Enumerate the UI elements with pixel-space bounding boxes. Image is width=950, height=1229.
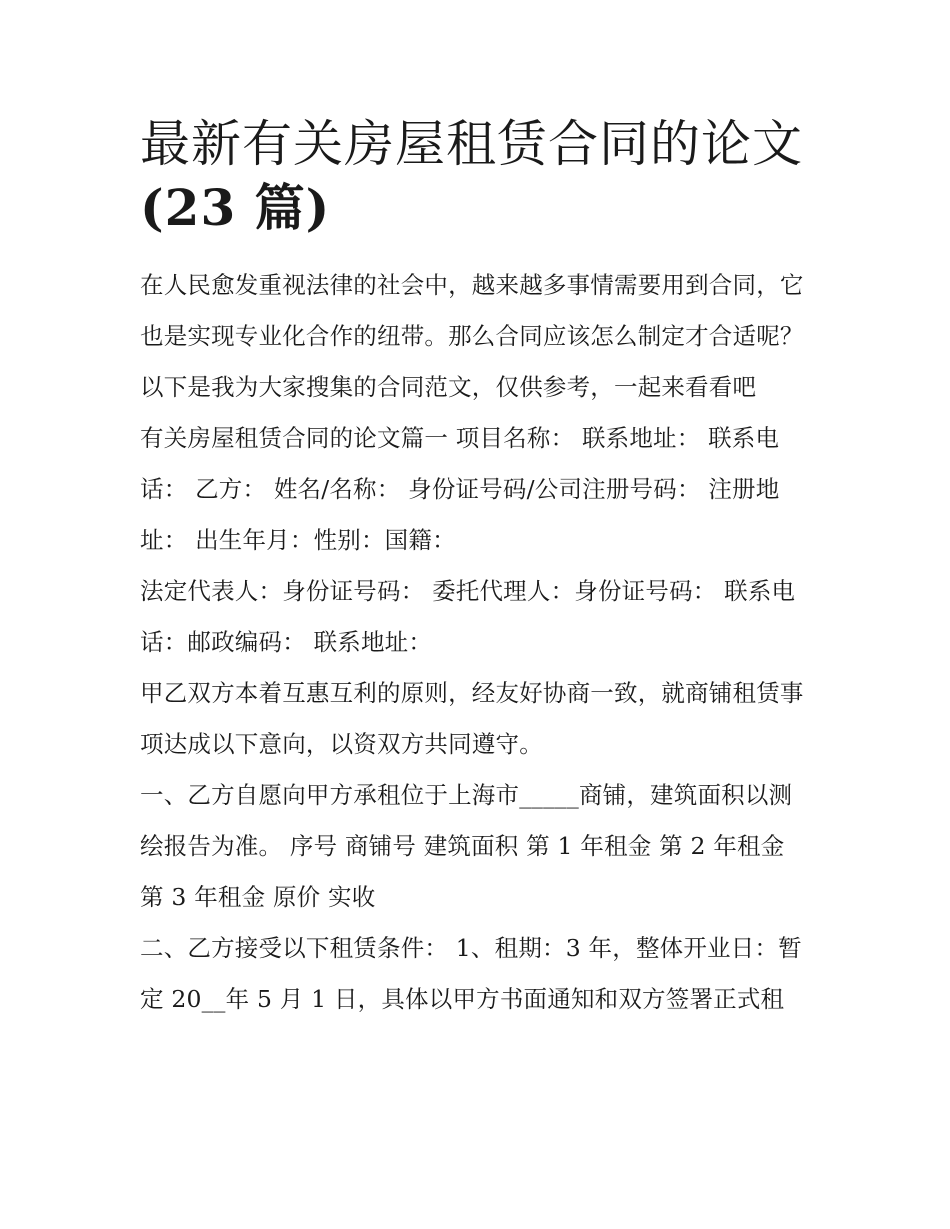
document-body — [140, 260, 812, 1025]
title-line-2: (23 篇) — [140, 178, 331, 237]
party-info-paragraph: 有关房屋租赁合同的论文篇一 项目名称： 联系地址： 联系电话： 乙方： 姓名/名称： 身份证号码/公司注册号码： 注册地址： 出生年月：性别：国籍： — [140, 424, 780, 554]
representative-paragraph: 法定代表人：身份证号码： 委托代理人：身份证号码： 联系电话：邮政编码： 联系地址： — [140, 577, 796, 656]
title-line-1: 最新有关房屋租赁合同的论文 — [140, 115, 803, 173]
intro-paragraph: 在人民愈发重视法律的社会中，越来越多事情需要用到合同，它也是实现专业化合作的纽带。那么合同应该怎么制定才合适呢？以下是我为大家搜集的合同范文，仅供参考，一起来看看吧 — [140, 271, 804, 401]
clause-two-paragraph: 二、乙方接受以下租赁条件： 1、租期：3 年，整体开业日：暂定 20__年 5 月 1 日，具体以甲方书面通知和双方签署正式租 — [140, 934, 802, 1013]
document-title — [140, 112, 812, 240]
clause-one-paragraph: 一、乙方自愿向甲方承租位于上海市_____商铺，建筑面积以测绘报告为准。 序号 商铺号 建筑面积 第 1 年租金 第 2 年租金 第 3 年租金 原价 实收 — [140, 781, 793, 911]
document-page — [140, 112, 812, 1025]
principle-paragraph: 甲乙双方本着互惠互利的原则，经友好协商一致，就商铺租赁事项达成以下意向，以资双方共同遵守。 — [140, 679, 804, 758]
